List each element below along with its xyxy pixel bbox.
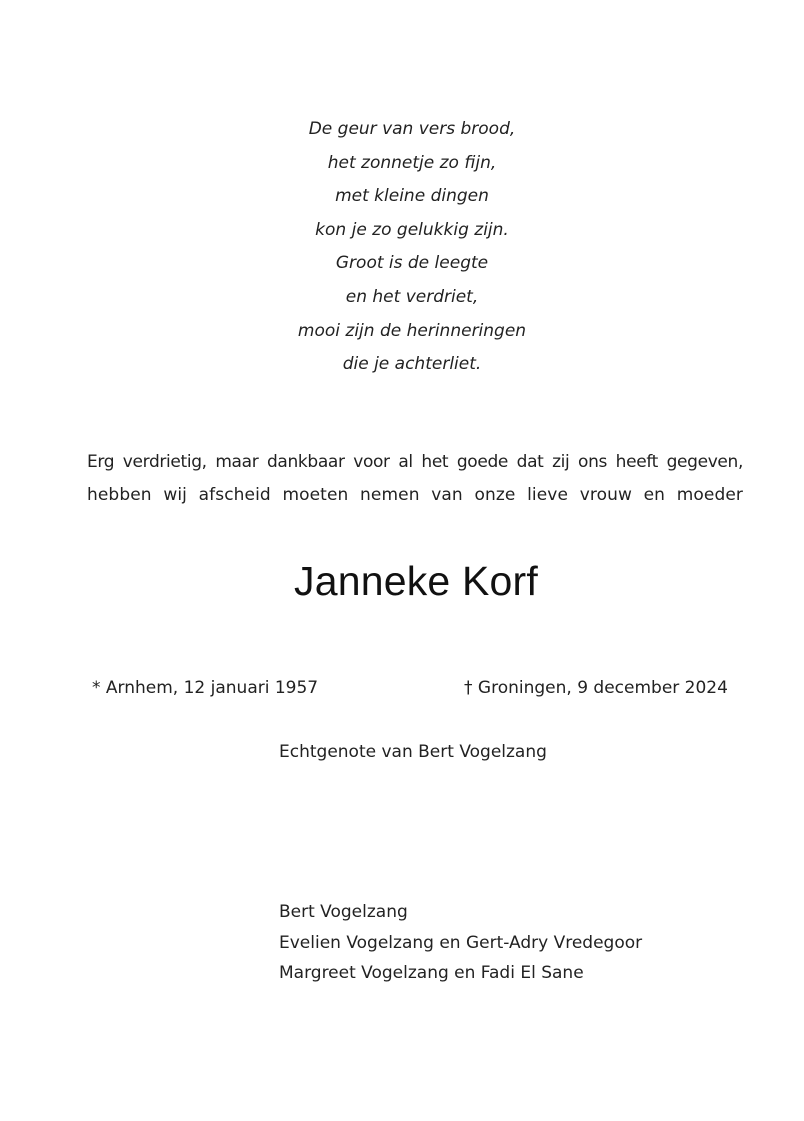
family-member: Margreet Vogelzang en Fadi El Sane	[279, 963, 584, 983]
announcement-text	[87, 446, 743, 512]
poem-line: en het verdriet,	[345, 286, 479, 307]
poem-line: kon je zo gelukkig zijn.	[315, 219, 509, 240]
spouse-relation: Echtgenote van Bert Vogelzang	[279, 742, 547, 762]
announcement-line: Erg verdrietig, maar dankbaar voor al het goede dat zij ons heeft gegeven,	[87, 452, 743, 472]
poem-line: mooi zijn de herinneringen	[297, 320, 527, 341]
poem-line: het zonnetje zo fijn,	[327, 152, 497, 173]
poem	[0, 113, 804, 382]
death-info: † Groningen, 9 december 2024	[464, 678, 728, 698]
announcement-line: hebben wij afscheid moeten nemen van onze lieve vrouw en moeder	[87, 485, 743, 505]
family-member: Evelien Vogelzang en Gert-Adry Vredegoor	[279, 932, 643, 953]
deceased-name: Janneke Korf	[294, 558, 538, 604]
poem-line: De geur van vers brood,	[308, 119, 516, 139]
birth-info: * Arnhem, 12 januari 1957	[92, 678, 319, 698]
family-list	[279, 897, 642, 989]
family-member: Bert Vogelzang	[279, 902, 408, 922]
poem-line: met kleine dingen	[335, 186, 489, 207]
poem-line: die je achterliet.	[342, 354, 482, 375]
poem-line: Groot is de leegte	[335, 253, 489, 274]
